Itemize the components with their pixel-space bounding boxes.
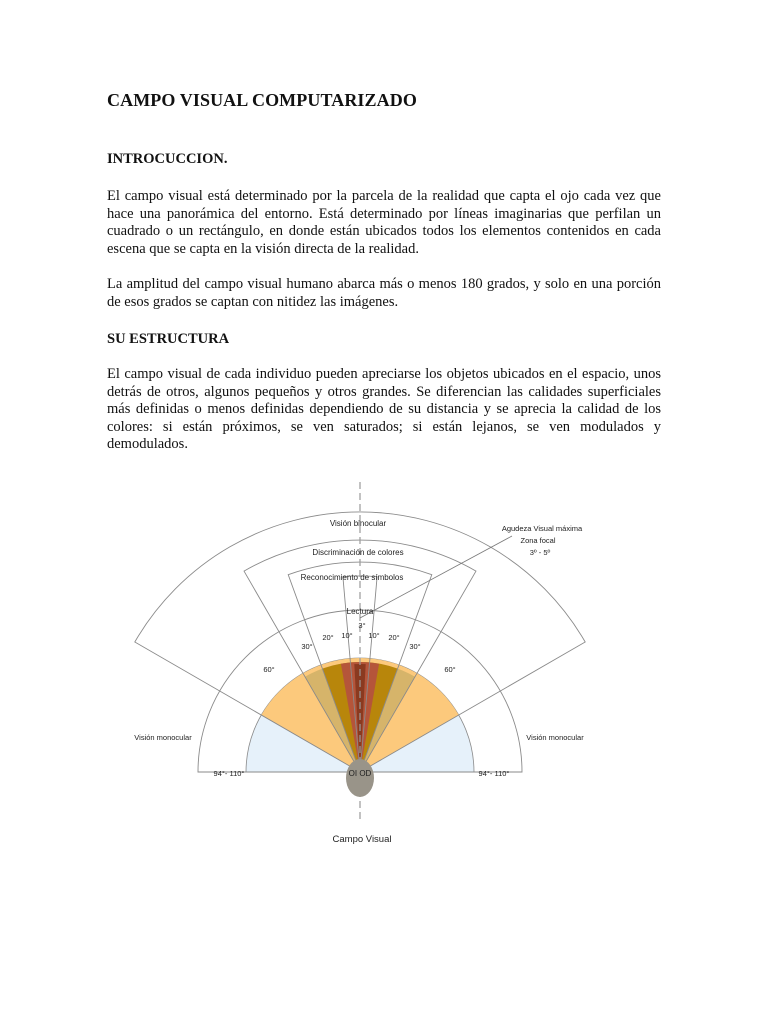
page-title: CAMPO VISUAL COMPUTARIZADO: [107, 90, 417, 110]
angle-range-left: 94°- 110°: [213, 769, 245, 778]
eyes-shape: [346, 759, 374, 797]
angle-10-right: 10°: [368, 631, 380, 640]
angle-20-right: 20°: [388, 633, 400, 642]
label-monocular-left: Visión monocular: [134, 733, 192, 742]
angle-3: 3°: [358, 621, 366, 630]
angle-10-left: 10°: [341, 631, 353, 640]
diagram-caption: Campo Visual: [332, 834, 392, 845]
visual-field-diagram: [0, 478, 768, 858]
angle-range-right: 94°- 110°: [478, 769, 510, 778]
label-acuity-line1: Agudeza Visual máxima: [501, 524, 583, 533]
intro-paragraph-2: La amplitud del campo visual humano abarca más o menos 180 grados, y solo en una porción de esos grados se captan con nitidez las imágenes.: [107, 276, 661, 310]
structure-paragraph: El campo visual de cada individuo pueden apreciarse los objetos ubicados en el espacio, unos detrás de otros, algunos pequeños y otros grandes. Se diferencian las calidades superficiales más definidas o menos definidas dependiendo de su distancia y se aprecia la calidad de los colores: si están próximos, se ven saturados; si están lejanos, se ven modulados y demodulados.: [107, 366, 661, 453]
angle-60-left: 60°: [263, 665, 275, 674]
label-symbols: Reconocimiento de símbolos: [300, 573, 404, 582]
angle-60-right: 60°: [444, 665, 456, 674]
label-colors: Discriminación de colores: [312, 548, 404, 557]
label-monocular-right: Visión monocular: [526, 733, 584, 742]
intro-heading: INTROCUCCION.: [107, 151, 228, 167]
label-reading: Lectura: [346, 607, 374, 616]
label-acuity-line2: Zona focal: [520, 536, 556, 545]
label-acuity-line3: 3º - 5º: [529, 548, 551, 557]
eyes-label: OI OD: [348, 769, 372, 778]
angle-20-left: 20°: [322, 633, 334, 642]
label-binocular: Visión binocular: [329, 519, 387, 528]
angle-30-left: 30°: [301, 642, 313, 651]
structure-heading: SU ESTRUCTURA: [107, 331, 230, 347]
angle-30-right: 30°: [409, 642, 421, 651]
intro-paragraph-1: El campo visual está determinado por la parcela de la realidad que capta el ojo cada vez que hace una panorámica del entorno. Está determinado por líneas imaginarias que perfilan un cuadrado o un rectángulo, en donde están ubicados todos los elementos contenidos en cada escena que se capta en la visión directa de la realidad.: [107, 188, 661, 257]
